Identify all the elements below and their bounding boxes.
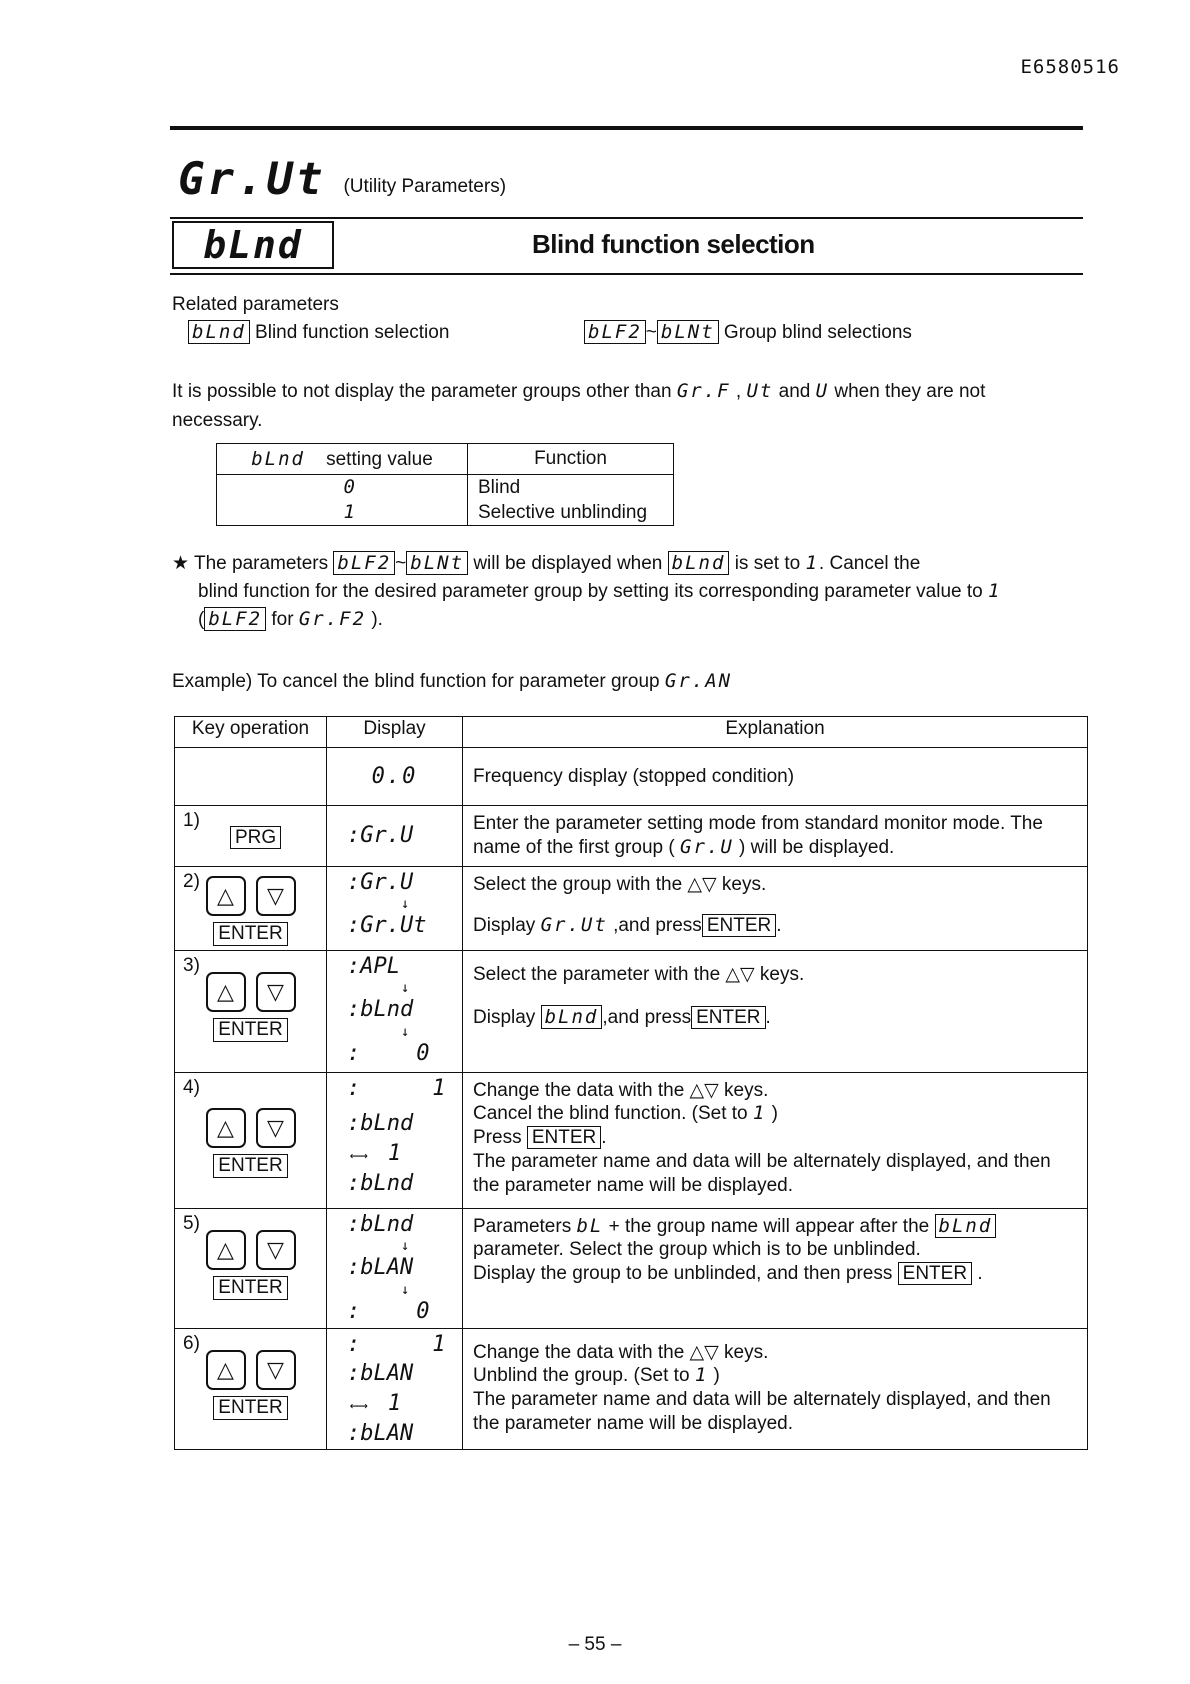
note-line-2 [198, 580, 1001, 603]
note-text: blind function for the desired parameter group by setting its corresponding parameter value to [198, 581, 983, 602]
explanation-text: . [601, 1127, 607, 1148]
explanation-cell [463, 1328, 1088, 1450]
explanation-text: ) [771, 1103, 778, 1125]
enter-key[interactable]: ENTER [213, 1154, 287, 1178]
down-key[interactable]: ▽ [256, 1108, 296, 1148]
enter-key-label: ENTER [691, 1006, 765, 1029]
note-line-3 [198, 608, 383, 631]
note-code: Gr.F2 [298, 608, 367, 630]
intro-code: U [815, 380, 830, 402]
explanation-text: . [765, 1007, 771, 1029]
explanation-text: Unblind the group. (Set to [473, 1365, 690, 1387]
explanation-cell: Frequency display (stopped condition) [463, 748, 1088, 806]
value-text: 1 [343, 501, 357, 523]
explanation-line [473, 1215, 1077, 1239]
enter-key[interactable]: ENTER [213, 1396, 287, 1420]
explanation-line [473, 1102, 1077, 1126]
step-number: 3) [183, 954, 200, 976]
display-cell [327, 866, 463, 950]
display-cell [327, 1072, 463, 1208]
step-number: 5) [183, 1212, 200, 1234]
explanation-text: ) [713, 1365, 720, 1387]
display-value: :Gr.Ut [347, 913, 427, 939]
display-value: :Gr.U [347, 869, 414, 895]
display-colon: : [347, 1331, 361, 1357]
display-cell [327, 1208, 463, 1328]
prg-key[interactable]: PRG [230, 826, 281, 849]
explanation-line: Select the group with the △▽ keys. [473, 873, 767, 895]
note-code: bLF2 [333, 551, 395, 575]
explanation-line [473, 836, 1077, 860]
display-cell [327, 950, 463, 1072]
group-code: Gr.Ut [178, 154, 326, 205]
intro-comma: , [735, 381, 742, 402]
display-value: :bLnd [347, 1170, 414, 1196]
explanation-line: the parameter name will be displayed. [473, 1412, 794, 1434]
explanation-cell [463, 1208, 1088, 1328]
explanation-text: ) will be displayed. [739, 836, 895, 858]
explanation-text: Display the group to be unblinded, and then press [473, 1263, 893, 1284]
related-label: Group blind selections [723, 322, 912, 343]
display-data: 1 [432, 1331, 446, 1357]
parameter-title: Blind function selection [532, 229, 815, 259]
table-row [175, 748, 1088, 806]
display-value: :bLnd [347, 997, 414, 1023]
enter-key-label: ENTER [898, 1262, 972, 1285]
range-separator: ~ [645, 322, 657, 343]
top-rule [170, 126, 1083, 130]
explanation-text: ,and press [602, 1007, 692, 1029]
table-row [175, 866, 1088, 950]
setting-value-table [216, 443, 674, 526]
explanation-line: The parameter name and data will be alternately displayed, and then [473, 1150, 1051, 1172]
down-key[interactable]: ▽ [256, 1230, 296, 1270]
explanation-line [473, 1126, 1077, 1150]
key-operation-header: Key operation [175, 717, 327, 748]
display-value: :APL [347, 953, 400, 979]
display-cell [327, 1328, 463, 1450]
related-code-b: bLNt [657, 320, 719, 344]
display-colon: : [347, 1075, 361, 1101]
display-colon: : [347, 1040, 361, 1066]
explanation-text: name of the first group ( [473, 836, 675, 858]
page-number: – 55 – [568, 1634, 622, 1655]
setting-function: Selective unblinding [468, 500, 674, 526]
example-text: Example) To cancel the blind function for parameter group [172, 671, 660, 692]
down-key[interactable]: ▽ [256, 876, 296, 916]
note-line-1 [172, 552, 920, 575]
explanation-line: Enter the parameter setting mode from standard monitor mode. The [473, 813, 1043, 834]
explanation-text: . [977, 1263, 983, 1284]
note-text: ( [198, 609, 205, 630]
down-arrow-icon: ↓ [401, 1023, 410, 1040]
display-cell [327, 748, 463, 806]
down-arrow-icon: ↓ [401, 1238, 410, 1255]
display-data: 1 [387, 1140, 402, 1166]
display-value [347, 1297, 461, 1327]
alternate-row [347, 1389, 461, 1419]
display-value [347, 1074, 461, 1104]
up-key[interactable]: △ [206, 876, 246, 916]
related-item-1 [188, 321, 449, 344]
setting-value [217, 475, 468, 501]
note-code: bLF2 [204, 607, 266, 631]
explanation-cell [463, 806, 1088, 867]
display-value: :bLnd [347, 1211, 414, 1237]
alternate-row [347, 1139, 461, 1169]
intro-code: Ut [746, 380, 774, 402]
explanation-value: 1 [752, 1102, 767, 1125]
key-cell [175, 1072, 327, 1208]
enter-key[interactable]: ENTER [213, 922, 287, 946]
explanation-code: Gr.Ut [540, 914, 608, 937]
explanation-line: Change the data with the △▽ keys. [473, 1341, 769, 1363]
setting-function: Blind [468, 475, 674, 501]
explanation-text: ,and press [613, 915, 702, 937]
example-line [172, 670, 732, 693]
explanation-header: Explanation [463, 717, 1088, 748]
explanation-cell [463, 866, 1088, 950]
up-key[interactable]: △ [206, 1230, 246, 1270]
step-number: 6) [183, 1332, 200, 1354]
display-value [347, 1330, 461, 1360]
explanation-text: Press [473, 1127, 522, 1148]
key-cell [175, 806, 327, 867]
down-key[interactable]: ▽ [256, 1350, 296, 1390]
key-cell [175, 748, 327, 806]
note-text: The parameters [193, 553, 329, 574]
explanation-line: parameter. Select the group which is to be unblinded. [473, 1239, 921, 1261]
note-code: bLNt [406, 551, 468, 575]
note-text: is set to [734, 553, 801, 574]
related-item-2 [584, 321, 912, 344]
explanation-text: Parameters [473, 1215, 572, 1237]
intro-text: It is possible to not display the parameter groups other than [172, 381, 672, 402]
intro-text: when they are not [834, 381, 986, 402]
display-value: :bLAN [347, 1420, 414, 1446]
step-number: 4) [183, 1076, 200, 1098]
header-code: bLnd [251, 447, 305, 470]
related-heading: Related parameters [172, 294, 339, 315]
star-icon: ★ [172, 553, 190, 574]
table-row [175, 1072, 1088, 1208]
note-text: . Cancel the [818, 553, 921, 574]
document-code: E6580516 [1020, 56, 1120, 78]
key-cell [175, 1208, 327, 1328]
group-subtitle: (Utility Parameters) [343, 176, 507, 197]
explanation-code: bL [576, 1214, 604, 1237]
key-cell [175, 950, 327, 1072]
explanation-line [473, 914, 1077, 938]
display-data: 1 [387, 1390, 402, 1416]
intro-code: Gr.F [676, 380, 731, 402]
enter-key[interactable]: ENTER [213, 1018, 287, 1042]
explanation-line [473, 1364, 1077, 1388]
table-row [175, 1328, 1088, 1450]
enter-key[interactable]: ENTER [213, 1276, 287, 1300]
explanation-text: Display [473, 1007, 536, 1029]
display-colon: : [347, 1298, 361, 1324]
note-sep: ~ [395, 553, 407, 574]
heading-rule-bottom [170, 273, 1083, 275]
display-cell: :Gr.U [327, 806, 463, 867]
enter-key-label: ENTER [702, 914, 776, 937]
note-value: 1 [988, 580, 1002, 602]
explanation-code: bLnd [541, 1005, 603, 1029]
display-value [347, 1039, 461, 1069]
key-cell [175, 1328, 327, 1450]
display-value: :bLAN [347, 1255, 414, 1281]
note-value: 1 [805, 552, 819, 574]
enter-key-label: ENTER [527, 1126, 601, 1149]
heading-rule [170, 217, 1083, 219]
parameter-code-box: bLnd [172, 221, 334, 269]
related-code: bLnd [188, 320, 250, 344]
display-data: 1 [432, 1075, 446, 1101]
display-data: 0 [416, 1040, 430, 1066]
explanation-cell [463, 950, 1088, 1072]
explanation-code: Gr.U [680, 835, 734, 858]
explanation-value: 1 [694, 1364, 709, 1387]
header-setting: setting value [326, 448, 433, 470]
up-key[interactable]: △ [206, 1108, 246, 1148]
explanation-line: Change the data with the △▽ keys. [473, 1079, 769, 1101]
related-code-a: bLF2 [584, 320, 646, 344]
down-arrow-icon: ↓ [401, 980, 410, 997]
explanation-line: Select the parameter with the △▽ keys. [473, 963, 805, 985]
note-text: for [271, 609, 294, 630]
step-number: 1) [183, 810, 200, 831]
explanation-text: Display [473, 915, 536, 937]
alternate-arrow-icon: ⟵→ [351, 1147, 368, 1164]
up-key[interactable]: △ [206, 972, 246, 1012]
group-heading [178, 154, 507, 205]
display-value: 0.0 [371, 764, 418, 789]
setting-value [217, 500, 468, 526]
key-operation-table [174, 716, 1088, 1450]
example-code: Gr.AN [664, 670, 733, 692]
display-value: :bLAN [347, 1361, 414, 1387]
setting-header [217, 444, 468, 475]
table-row [175, 806, 1088, 867]
alternate-arrow-icon: ⟵→ [351, 1397, 368, 1414]
table-row [175, 1208, 1088, 1328]
function-header: Function [468, 444, 674, 475]
value-text: 0 [343, 476, 357, 498]
explanation-line: the parameter name will be displayed. [473, 1174, 794, 1196]
step-number: 2) [183, 870, 200, 892]
note-text: will be displayed when [473, 553, 663, 574]
related-label: Blind function selection [255, 322, 450, 343]
intro-and: and [778, 381, 811, 402]
explanation-line: The parameter name and data will be alternately displayed, and then [473, 1389, 1051, 1411]
explanation-line [473, 1262, 1077, 1286]
display-data: 0 [416, 1298, 430, 1324]
display-value: :bLnd [347, 1111, 414, 1137]
explanation-text: . [776, 915, 782, 937]
note-code: bLnd [668, 551, 730, 575]
down-key[interactable]: ▽ [256, 972, 296, 1012]
display-header: Display [327, 717, 463, 748]
key-cell [175, 866, 327, 950]
note-text: ). [371, 609, 383, 630]
intro-line-1 [172, 380, 985, 403]
table-row [175, 950, 1088, 1072]
down-arrow-icon: ↓ [401, 896, 410, 913]
explanation-text: + the group name will appear after the [608, 1215, 930, 1237]
explanation-code: bLnd [935, 1214, 997, 1238]
down-arrow-icon: ↓ [401, 1281, 410, 1298]
up-key[interactable]: △ [206, 1350, 246, 1390]
explanation-text: Cancel the blind function. (Set to [473, 1103, 748, 1125]
intro-line-2: necessary. [172, 410, 263, 431]
explanation-cell [463, 1072, 1088, 1208]
explanation-line [473, 1006, 1077, 1030]
